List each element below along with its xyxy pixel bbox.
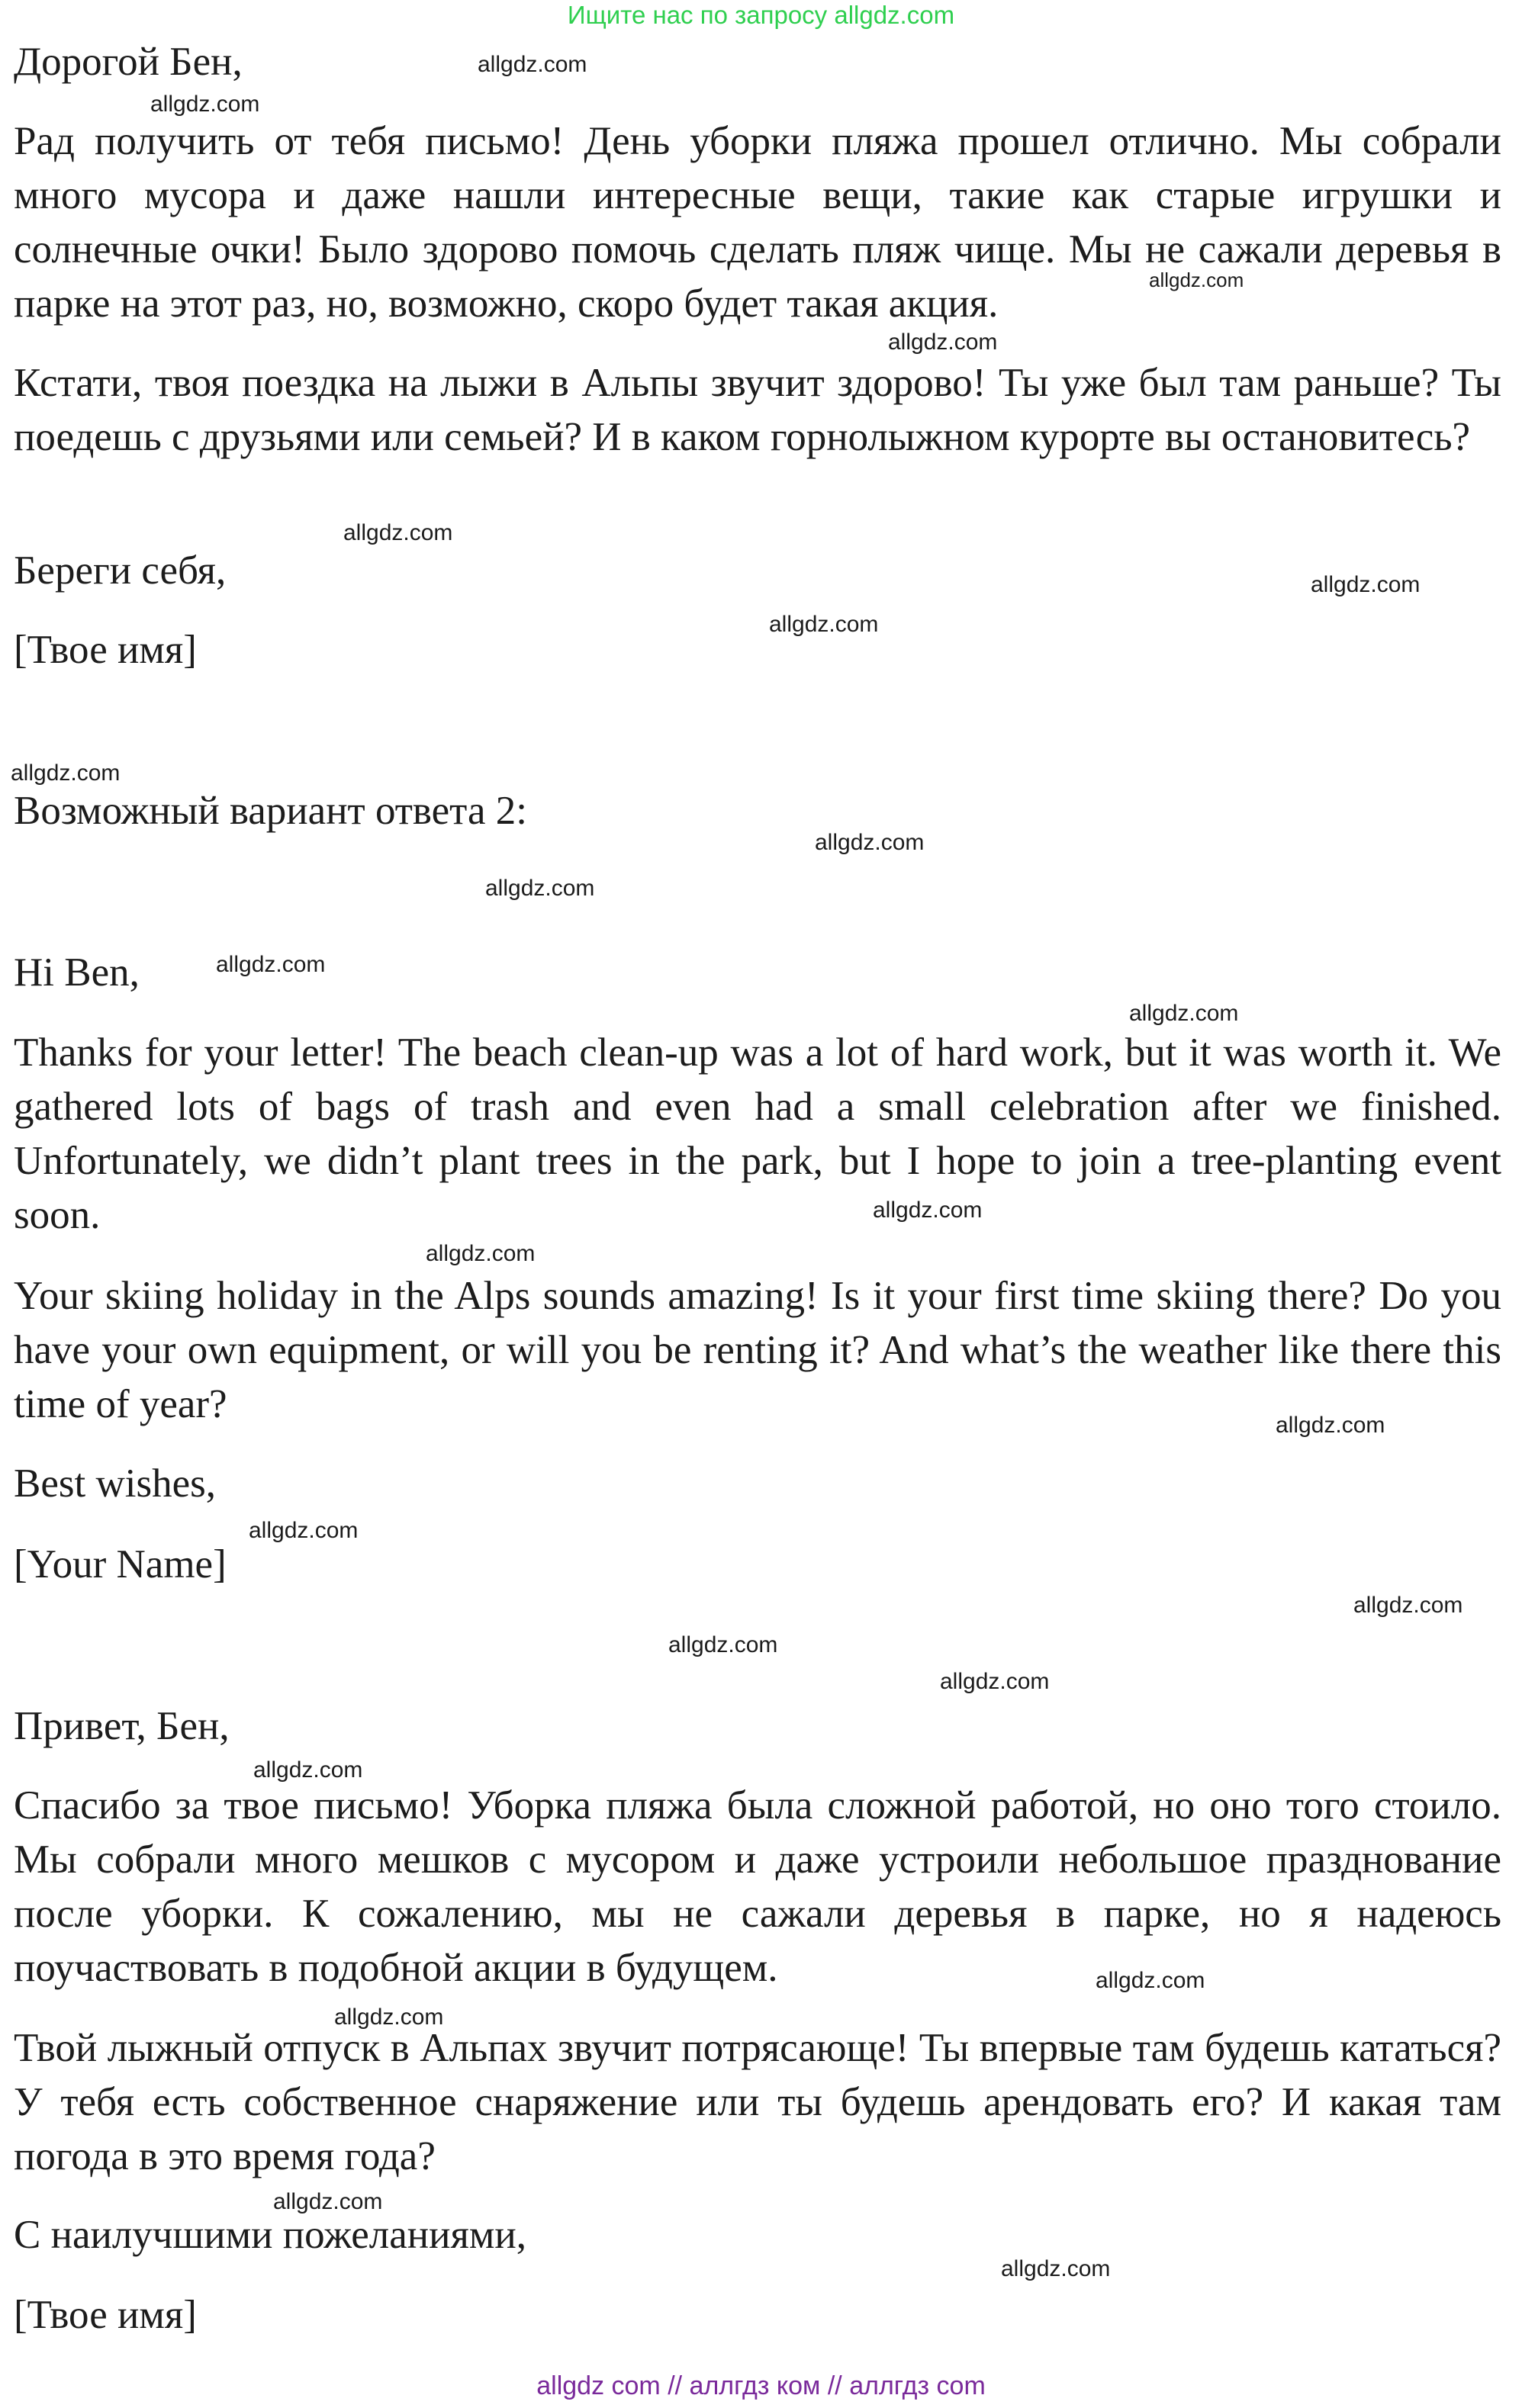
letter3-signature: [Твое имя] — [14, 2293, 197, 2337]
variant-heading: Возможный вариант ответа 2: — [14, 789, 527, 833]
letter1-closing: Береги себя, — [14, 548, 227, 593]
watermark: allgdz.com — [1311, 572, 1421, 597]
letter1-paragraph-1: Рад получить от тебя письмо! День уборки пляжа прошел отлично. Мы собрали много мусора и даже нашли интересные вещи, такие как старые игрушки и солнечные очки! Было здорово помочь сделать пляж чище. Мы не сажали деревья в парке на этот раз, но, возможно, скоро будет такая акция. — [14, 119, 1501, 326]
watermark: allgdz.com — [1353, 1593, 1463, 1618]
watermark: allgdz.com — [478, 52, 587, 77]
watermark: allgdz.com — [249, 1518, 359, 1543]
letter3-closing: С наилучшими пожеланиями, — [14, 2213, 526, 2257]
watermark: allgdz.com — [668, 1632, 778, 1657]
letter3-greeting: Привет, Бен, — [14, 1704, 230, 1748]
letter3-paragraph-1: Спасибо за твое письмо! Уборка пляжа была сложной работой, но оно того стоило. Мы собрали много мешков с мусором и даже устроили небольшое празднование после уборки. К сожалению, мы не сажали деревья в парке, но я надеюсь поучаствовать в подобной акции в будущем. — [14, 1783, 1501, 1990]
watermark: allgdz.com — [253, 1757, 363, 1783]
letter2-greeting: Hi Ben, — [14, 950, 140, 995]
watermark: allgdz.com — [426, 1241, 536, 1266]
letter2-paragraph-1: Thanks for your letter! The beach clean-up was a lot of hard work, but it was worth it. We gathered lots of bags of trash and even had a small celebration after we finished. Unfortunately, we didn’t plant trees in the park, but I hope to join a tree-planting event soon. — [14, 1030, 1501, 1237]
watermark: allgdz.com — [11, 760, 121, 786]
letter2-signature: [Your Name] — [14, 1542, 227, 1587]
watermark: allgdz.com — [1276, 1413, 1385, 1438]
letter1-paragraph-2: Кстати, твоя поездка на лыжи в Альпы звучит здорово! Ты уже был там раньше? Ты поедешь с друзьями или семьей? И в каком горнолыжном курорте вы остановитесь? — [14, 361, 1501, 459]
watermark: allgdz.com — [815, 830, 925, 855]
top-banner: Ищите нас по запросу allgdz.com — [567, 1, 955, 29]
watermark: allgdz.com — [1149, 268, 1244, 291]
watermark: allgdz.com — [769, 612, 879, 637]
watermark: allgdz.com — [273, 2189, 383, 2214]
watermark: allgdz.com — [940, 1669, 1050, 1694]
letter2-paragraph-2: Your skiing holiday in the Alps sounds amazing! Is it your first time skiing there? Do you have your own equipment, or will you be renting it? And what’s the weather like there this time of year? — [14, 1274, 1501, 1426]
letter3-paragraph-2: Твой лыжный отпуск в Альпах звучит потрясающе! Ты впервые там будешь кататься? У тебя есть собственное снаряжение или ты будешь арендовать его? И какая там погода в это время года? — [14, 2026, 1501, 2178]
letter1-greeting: Дорогой Бен, — [14, 40, 243, 84]
watermark: allgdz.com — [150, 92, 260, 117]
watermark: allgdz.com — [343, 520, 453, 545]
footer-links: allgdz com // аллгдз ком // аллгдз com — [536, 2371, 986, 2400]
watermark: allgdz.com — [485, 876, 595, 901]
letter2-closing: Best wishes, — [14, 1461, 216, 1506]
watermark: allgdz.com — [216, 952, 326, 977]
letter1-signature: [Твое имя] — [14, 628, 197, 672]
watermark: allgdz.com — [1129, 1001, 1239, 1026]
watermark: allgdz.com — [1096, 1968, 1205, 1993]
watermark: allgdz.com — [1001, 2256, 1111, 2281]
watermark: allgdz.com — [888, 330, 998, 355]
watermark: allgdz.com — [334, 2005, 444, 2030]
watermark: allgdz.com — [873, 1198, 983, 1223]
